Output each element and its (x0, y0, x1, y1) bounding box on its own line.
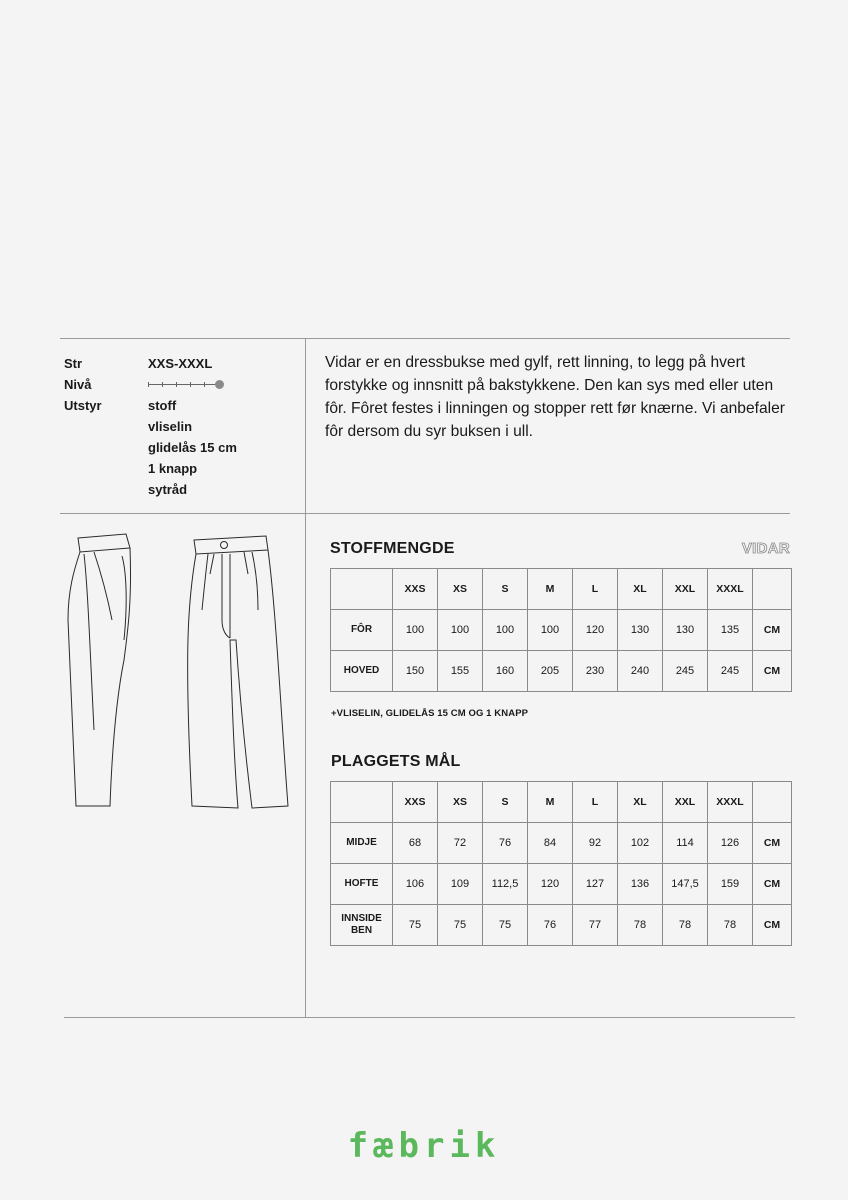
table-cell: 102 (618, 823, 663, 864)
table-row (331, 610, 792, 651)
table-cell: 92 (573, 823, 618, 864)
empty-cell (753, 782, 792, 823)
table-cell: 68 (393, 823, 438, 864)
size-header: XXS (393, 782, 438, 823)
garment-measurements-table (330, 781, 792, 946)
info-key: Utstyr (64, 398, 102, 413)
size-header: M (528, 782, 573, 823)
unit-cell: CM (753, 610, 792, 651)
table-cell: 75 (393, 905, 438, 946)
table-cell: 136 (618, 864, 663, 905)
table-cell: 130 (618, 610, 663, 651)
table-cell: 245 (708, 651, 753, 692)
size-header: XL (618, 569, 663, 610)
table-header-row (331, 782, 792, 823)
info-key: Str (64, 356, 83, 371)
info-value: XXS-XXXL (148, 356, 213, 371)
size-header: L (573, 782, 618, 823)
equipment-list (148, 395, 237, 500)
size-header: XXL (663, 569, 708, 610)
garment-section-title: PLAGGETS MÅL (331, 753, 461, 770)
table-cell: 76 (528, 905, 573, 946)
size-header: S (483, 569, 528, 610)
pants-front-view-illustration (180, 530, 292, 812)
empty-cell (753, 569, 792, 610)
table-cell: 155 (438, 651, 483, 692)
info-row-level (64, 374, 294, 395)
table-row (331, 864, 792, 905)
size-header: XS (438, 782, 483, 823)
table-cell: 100 (528, 610, 573, 651)
table-cell: 77 (573, 905, 618, 946)
table-cell: 159 (708, 864, 753, 905)
row-label: HOVED (331, 651, 393, 692)
table-cell: 100 (393, 610, 438, 651)
level-marker (215, 380, 224, 389)
row-label: INNSIDE BEN (331, 905, 393, 946)
pants-side-view-illustration (64, 530, 154, 812)
size-header: XL (618, 782, 663, 823)
table-cell: 126 (708, 823, 753, 864)
size-header: XXS (393, 569, 438, 610)
fabric-note: +VLISELIN, GLIDELÅS 15 CM OG 1 KNAPP (331, 708, 529, 719)
info-row-equipment (64, 395, 294, 500)
size-header: M (528, 569, 573, 610)
table-cell: 147,5 (663, 864, 708, 905)
pattern-info (64, 353, 294, 500)
size-header: S (483, 782, 528, 823)
table-cell: 120 (573, 610, 618, 651)
empty-cell (331, 782, 393, 823)
table-cell: 240 (618, 651, 663, 692)
empty-cell (331, 569, 393, 610)
table-cell: 76 (483, 823, 528, 864)
table-cell: 130 (663, 610, 708, 651)
size-header: XXL (663, 782, 708, 823)
table-cell: 75 (438, 905, 483, 946)
middle-divider (60, 513, 790, 514)
table-row (331, 905, 792, 946)
table-cell: 114 (663, 823, 708, 864)
table-cell: 100 (438, 610, 483, 651)
equipment-item: 1 knapp (148, 461, 198, 476)
equipment-item: sytråd (148, 482, 188, 497)
table-row (331, 823, 792, 864)
top-divider (60, 338, 790, 339)
table-cell: 78 (708, 905, 753, 946)
table-cell: 245 (663, 651, 708, 692)
pattern-name: VIDAR (741, 540, 790, 557)
size-header: L (573, 569, 618, 610)
info-row-size (64, 353, 294, 374)
fabric-section-title: STOFFMENGDE (330, 540, 455, 557)
equipment-item: vliselin (148, 419, 193, 434)
table-cell: 135 (708, 610, 753, 651)
fabric-table (330, 568, 792, 692)
row-label: FÔR (331, 610, 393, 651)
unit-cell: CM (753, 905, 792, 946)
equipment-item: stoff (148, 398, 177, 413)
table-cell: 84 (528, 823, 573, 864)
table-cell: 205 (528, 651, 573, 692)
size-header: XXXL (708, 782, 753, 823)
table-cell: 106 (393, 864, 438, 905)
table-cell: 112,5 (483, 864, 528, 905)
table-cell: 78 (663, 905, 708, 946)
table-cell: 100 (483, 610, 528, 651)
table-cell: 127 (573, 864, 618, 905)
unit-cell: CM (753, 651, 792, 692)
pattern-description: Vidar er en dressbukse med gylf, rett linning, to legg på hvert forstykke og innsnitt på bakstykkene. Den kan sys med eller uten fôr. Fôret festes i linningen og stopper rett før knærne. Vi anbefaler fôr dersom du syr buksen i ull. (325, 354, 785, 440)
table-cell: 230 (573, 651, 618, 692)
table-cell: 160 (483, 651, 528, 692)
table-cell: 109 (438, 864, 483, 905)
info-key: Nivå (64, 377, 92, 392)
difficulty-level-indicator (148, 374, 224, 395)
table-header-row (331, 569, 792, 610)
row-label: MIDJE (331, 823, 393, 864)
table-cell: 72 (438, 823, 483, 864)
table-row (331, 651, 792, 692)
unit-cell: CM (753, 823, 792, 864)
table-cell: 150 (393, 651, 438, 692)
equipment-item: glidelås 15 cm (148, 440, 237, 455)
table-cell: 120 (528, 864, 573, 905)
bottom-divider (64, 1017, 795, 1018)
column-divider (305, 338, 306, 1017)
unit-cell: CM (753, 864, 792, 905)
table-cell: 75 (483, 905, 528, 946)
row-label: HOFTE (331, 864, 393, 905)
table-cell: 78 (618, 905, 663, 946)
size-header: XXXL (708, 569, 753, 610)
brand-logo: fæbrik (347, 1126, 501, 1166)
size-header: XS (438, 569, 483, 610)
